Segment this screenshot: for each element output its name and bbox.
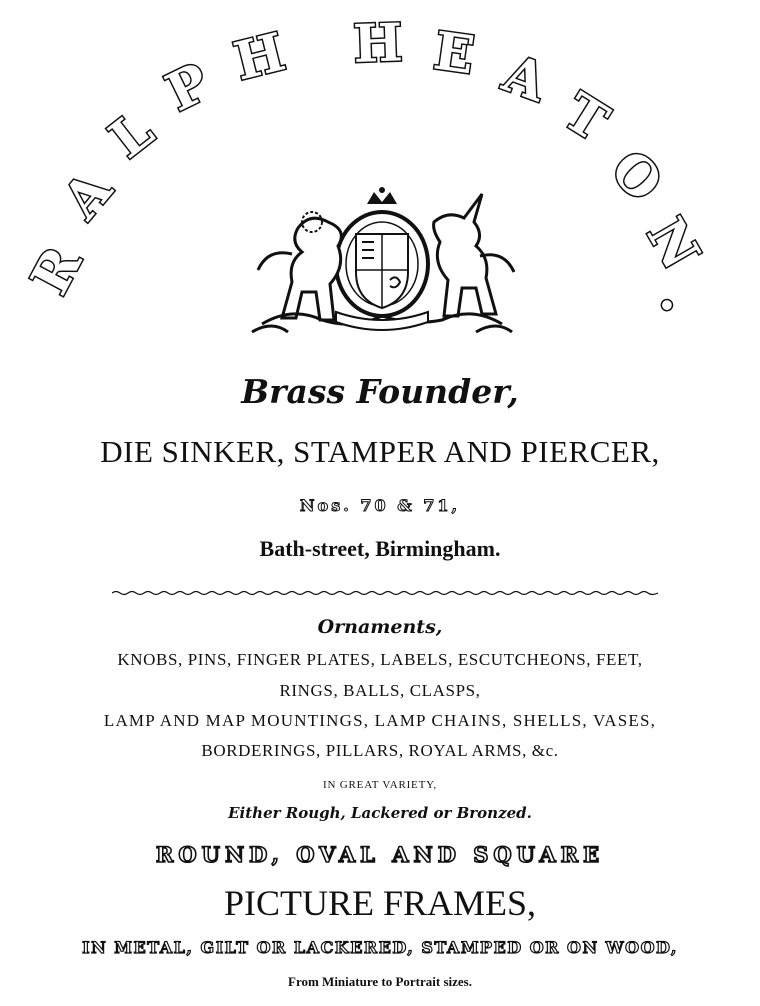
goods-line: RINGS, BALLS, CLASPS,	[279, 681, 481, 700]
frames-title: PICTURE FRAMES,	[223, 883, 537, 923]
arch-letter: R	[19, 237, 94, 305]
street-numbers: Nos. 70 & 71,	[299, 496, 461, 515]
arch-letter: E	[430, 20, 478, 87]
arch-letter: N	[634, 208, 712, 280]
variety-note: IN GREAT VARIETY,	[323, 779, 437, 791]
frame-sizes: From Miniature to Portrait sizes.	[288, 974, 472, 989]
arch-letter: P	[156, 51, 219, 124]
royal-coat-of-arms-icon	[232, 182, 532, 342]
frame-materials: IN METAL, GILT OR LACKERED, STAMPED OR ON WOOD,	[82, 938, 678, 957]
trade-subtitle: DIE SINKER, STAMPER AND PIERCER,	[100, 434, 660, 469]
arch-letter: .	[647, 281, 712, 320]
arch-letter: T	[553, 81, 619, 154]
arch-letter: O	[598, 138, 674, 214]
ornaments-heading: Ornaments,	[317, 616, 443, 638]
arch-letter: A	[51, 160, 124, 231]
frame-shapes: ROUND, OVAL AND SQUARE	[155, 842, 605, 867]
arch-letter: L	[98, 99, 165, 171]
finish-note: Either Rough, Lackered or Bronzed.	[228, 804, 532, 822]
trade-title: Brass Founder,	[241, 372, 519, 411]
goods-line: LAMP AND MAP MOUNTINGS, LAMP CHAINS, SHELLS, VASES,	[103, 711, 657, 730]
goods-line: BORDERINGS, PILLARS, ROYAL ARMS, &c.	[201, 741, 559, 760]
arch-letter: H	[352, 12, 404, 75]
goods-line: KNOBS, PINS, FINGER PLATES, LABELS, ESCUTCHEONS, FEET,	[117, 650, 643, 669]
street-address: Bath-street, Birmingham.	[259, 536, 501, 561]
arch-letter: A	[495, 42, 555, 115]
arch-letter: H	[228, 21, 291, 93]
divider-rule	[112, 590, 658, 596]
